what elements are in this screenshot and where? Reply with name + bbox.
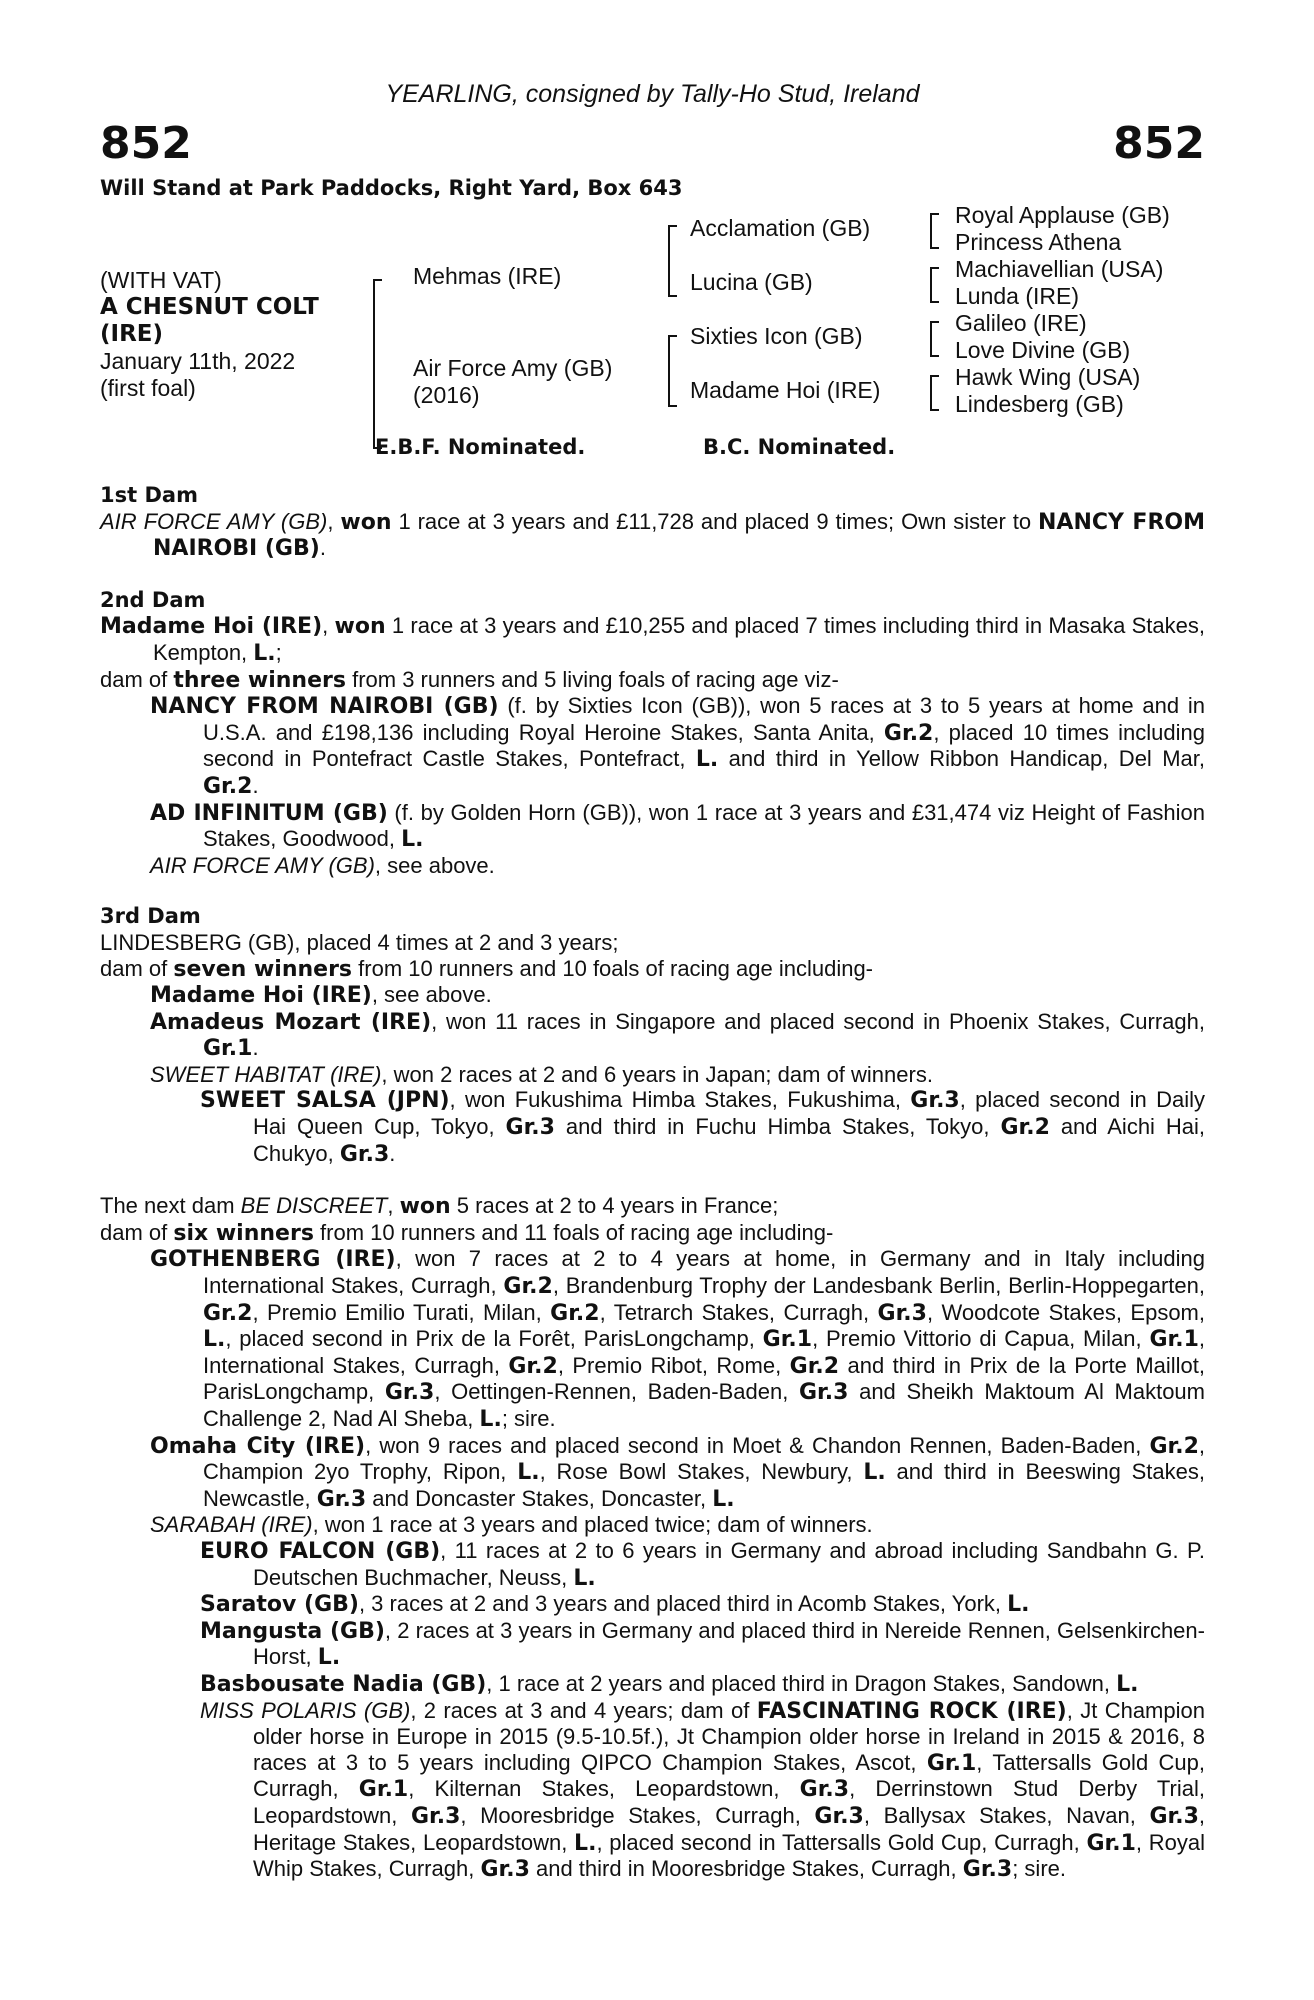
dam-sire: Sixties Icon (GB) <box>690 323 863 349</box>
pedigree-brace <box>930 321 932 357</box>
pedigree-brace <box>668 225 670 297</box>
next-dam-produce-intro: dam of six winners from 10 runners and 11 foals of racing age including- <box>100 1219 834 1246</box>
produce-entry: AD INFINITUM (GB) (f. by Golden Horn (GB)), won 1 race at 3 years and £31,474 viz Height of Fashion Stakes, Goodwood, L. <box>150 799 1206 853</box>
third-dam-produce-intro: dam of seven winners from 10 runners and 10 foals of racing age including- <box>100 955 874 982</box>
produce-entry: AIR FORCE AMY (GB), see above. <box>150 852 495 878</box>
dam: Air Force Amy (GB) <box>413 355 613 381</box>
produce-entry: EURO FALCON (GB), 11 races at 2 to 6 years in Germany and abroad including Sandbahn G. P. Deutschen Buchmacher, Neuss, L. <box>200 1537 1205 1591</box>
lot-description-origin: (IRE) <box>100 321 164 347</box>
produce-entry: Saratov (GB), 3 races at 2 and 3 years and placed third in Acomb Stakes, York, L. <box>200 1591 1030 1618</box>
pedigree-table <box>100 202 1205 505</box>
foal-note: (first foal) <box>100 375 196 401</box>
pedigree-brace <box>930 375 932 411</box>
next-dam-text: The next dam BE DISCREET, won 5 races at 2 to 4 years in France; <box>100 1193 779 1220</box>
ggp-7: Hawk Wing (USA) <box>955 364 1141 390</box>
sire-dam: Lucina (GB) <box>690 269 813 295</box>
third-dam-heading: 3rd Dam <box>100 904 201 929</box>
second-dam-produce-intro: dam of three winners from 3 runners and 5 living foals of racing age viz- <box>100 666 839 693</box>
sire: Mehmas (IRE) <box>413 263 562 289</box>
sire-sire: Acclamation (GB) <box>690 215 871 241</box>
ggp-6: Love Divine (GB) <box>955 337 1131 363</box>
ggp-2: Princess Athena <box>955 229 1122 255</box>
ebf-nominated: E.B.F. Nominated. <box>375 435 586 459</box>
produce-entry: Amadeus Mozart (IRE), won 11 races in Singapore and placed second in Phoenix Stakes, Curragh, Gr.1. <box>150 1008 1205 1062</box>
pedigree-brace <box>930 267 932 303</box>
ggp-3: Machiavellian (USA) <box>955 256 1164 282</box>
second-dam-heading: 2nd Dam <box>100 587 206 612</box>
produce-entry: NANCY FROM NAIROBI (GB) (f. by Sixties Icon (GB)), won 5 races at 3 to 5 years at home and in U.S.A. and £198,136 including Royal Heroine Stakes, Santa Anita, Gr.2, placed 10 times including second in Pontefract Castle Stakes, Pontefract, L. and third in Yellow Ribbon Handicap, Del Mar, Gr.2. <box>150 693 1206 799</box>
produce-entry: Basbousate Nadia (GB), 1 race at 2 years and placed third in Dragon Stakes, Sandown, L. <box>200 1670 1139 1697</box>
second-dam-text: Madame Hoi (IRE), won 1 race at 3 years and £10,255 and placed 7 times including third in Masaka Stakes, Kempton, L.; <box>100 613 1206 666</box>
ggp-4: Lunda (IRE) <box>955 283 1080 309</box>
produce-entry: Mangusta (GB), 2 races at 3 years in Germany and placed third in Nereide Rennen, Gelsenkirchen-Horst, L. <box>200 1617 1205 1671</box>
produce-entry: SWEET SALSA (JPN), won Fukushima Himba Stakes, Fukushima, Gr.3, placed second in Daily Hai Queen Cup, Tokyo, Gr.3 and third in Fuchu Himba Stakes, Tokyo, Gr.2 and Aichi Hai, Chukyo, Gr.3. <box>200 1087 1206 1167</box>
ggp-8: Lindesberg (GB) <box>955 391 1124 417</box>
bc-nominated: B.C. Nominated. <box>703 435 896 459</box>
produce-entry: SWEET HABITAT (IRE), won 2 races at 2 and 6 years in Japan; dam of winners. <box>150 1061 933 1087</box>
first-dam-heading: 1st Dam <box>100 483 198 507</box>
pedigree-brace <box>373 279 375 449</box>
produce-entry: Omaha City (IRE), won 9 races and placed second in Moet & Chandon Rennen, Baden-Baden, Gr.2, Champion 2yo Trophy, Ripon, L., Rose Bowl Stakes, Newbury, L. and third in Beeswing Stakes, Newcastle, Gr.3 and Doncaster Stakes, Doncaster, L. <box>150 1432 1206 1512</box>
dam-dam: Madame Hoi (IRE) <box>690 377 881 403</box>
ggp-5: Galileo (IRE) <box>955 310 1087 336</box>
date-of-birth: January 11th, 2022 <box>100 348 296 374</box>
first-dam-text: AIR FORCE AMY (GB), won 1 race at 3 years and £11,728 and placed 9 times; Own sister to NANCY FROM NAIROBI (GB). <box>100 508 1205 562</box>
header <box>100 80 1205 200</box>
produce-entry: Madame Hoi (IRE), see above. <box>150 982 492 1009</box>
pedigree-brace <box>930 213 932 249</box>
vat-label: (WITH VAT) <box>100 267 222 293</box>
dam-year: (2016) <box>413 382 480 408</box>
produce-entry: MISS POLARIS (GB), 2 races at 3 and 4 years; dam of FASCINATING ROCK (IRE), Jt Champion older horse in Europe in 2015 (9.5-10.5f.), Jt Champion older horse in Ireland in 2015 & 2016, 8 races at 3 to 5 years including QIPCO Champion Stakes, Ascot, Gr.1, Tattersalls Gold Cup, Curragh, Gr.1, Kilternan Stakes, Leopardstown, Gr.3, Derrinstown Stud Derby Trial, Leopardstown, Gr.3, Mooresbridge Stakes, Curragh, Gr.3, Ballysax Stakes, Navan, Gr.3, Heritage Stakes, Leopardstown, L., placed second in Tattersalls Gold Cup, Curragh, Gr.1, Royal Whip Stakes, Curragh, Gr.3 and third in Mooresbridge Stakes, Curragh, Gr.3; sire. <box>200 1697 1205 1883</box>
lot-number-right: 852 <box>1113 118 1205 169</box>
produce-entry: GOTHENBERG (IRE), won 7 races at 2 to 4 years at home, in Germany and in Italy including International Stakes, Curragh, Gr.2, Brandenburg Trophy der Landesbank Berlin, Berlin-Hoppegarten, Gr.2, Premio Emilio Turati, Milan, Gr.2, Tetrarch Stakes, Curragh, Gr.3, Woodcote Stakes, Epsom, L., placed second in Prix de la Forêt, ParisLongchamp, Gr.1, Premio Vittorio di Capua, Milan, Gr.1, International Stakes, Curragh, Gr.2, Premio Ribot, Rome, Gr.2 and third in Prix de la Porte Maillot, ParisLongchamp, Gr.3, Oettingen-Rennen, Baden-Baden, Gr.3 and Sheikh Maktoum Al Maktoum Challenge 2, Nad Al Sheba, L.; sire. <box>150 1246 1206 1432</box>
produce-entry: SARABAH (IRE), won 1 race at 3 years and placed twice; dam of winners. <box>150 1512 873 1538</box>
catalogue-text <box>100 483 1205 1883</box>
pedigree-brace <box>668 335 670 407</box>
ggp-1: Royal Applause (GB) <box>955 202 1170 228</box>
stand-location: Will Stand at Park Paddocks, Right Yard, Box 643 <box>100 176 683 200</box>
third-dam-text: LINDESBERG (GB), placed 4 times at 2 and 3 years; <box>100 929 619 955</box>
lot-description: A CHESNUT COLT <box>100 294 319 320</box>
consignor-subtitle: YEARLING, consigned by Tally-Ho Stud, Ireland <box>385 80 920 108</box>
lot-number-left: 852 <box>100 118 192 169</box>
